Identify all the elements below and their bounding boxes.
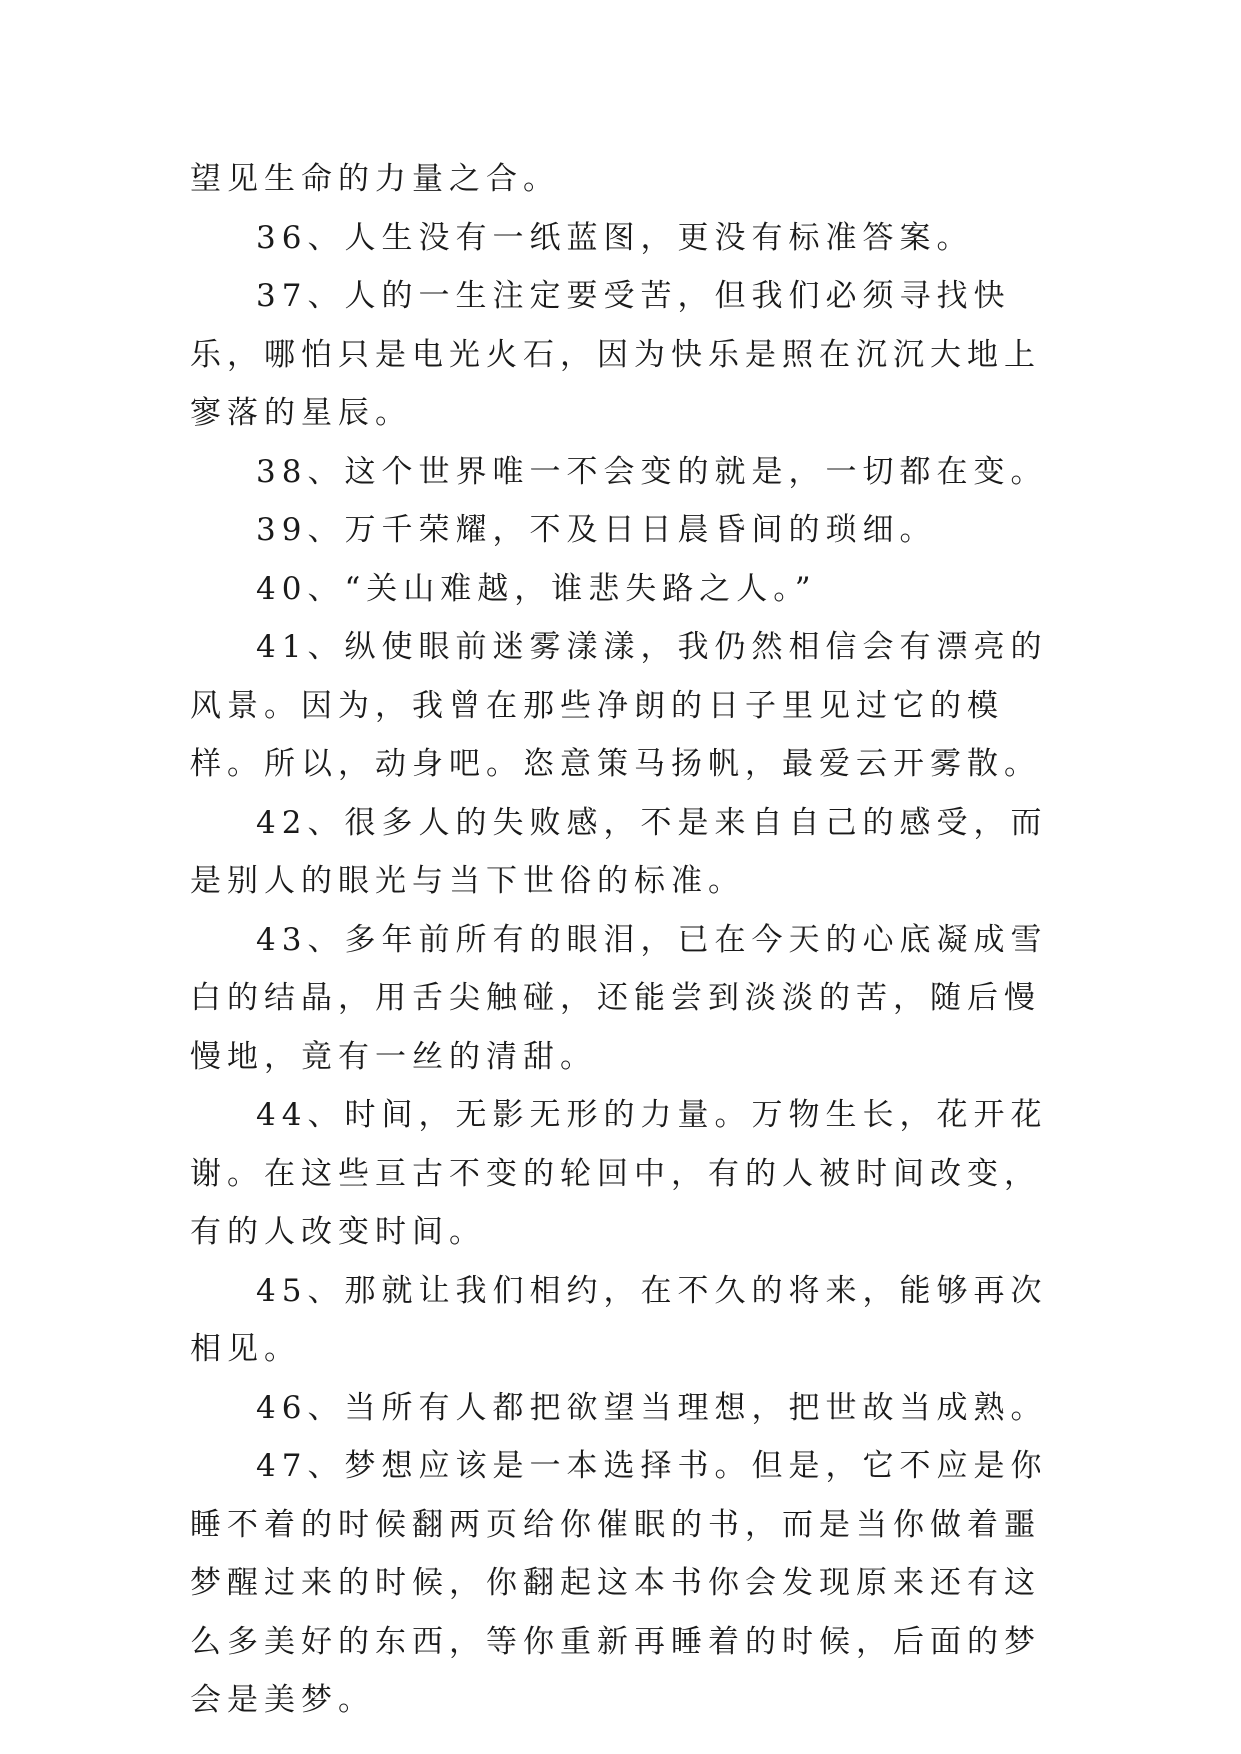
paragraph-38: 38、这个世界唯一不会变的就是，一切都在变。 [256,453,1048,490]
paragraph-46: 46、当所有人都把欲望当理想，把世故当成熟。 [256,1389,1048,1426]
document-body [190,150,1060,1730]
paragraph-47: 47、梦想应该是一本选择书。但是，它不应是你睡不着的时候翻两页给你催眠的书，而是当你做着噩梦醒过来的时候，你翻起这本书你会发现原来还有这么多美好的东西，等你重新再睡着的时候，后面的梦会是美梦。 [190,1448,1048,1718]
paragraph-44: 44、时间，无影无形的力量。万物生长，花开花谢。在这些亘古不变的轮回中，有的人被时间改变，有的人改变时间。 [190,1097,1048,1250]
paragraph-42: 42、很多人的失败感，不是来自自己的感受，而是别人的眼光与当下世俗的标准。 [190,804,1048,899]
paragraph-40: 40、“关山难越，谁悲失路之人。” [256,570,817,607]
paragraph-41: 41、纵使眼前迷雾漾漾，我仍然相信会有漂亮的风景。因为，我曾在那些净朗的日子里见过它的模样。所以，动身吧。恣意策马扬帆，最爱云开雾散。 [190,629,1048,782]
paragraph-37: 37、人的一生注定要受苦，但我们必须寻找快乐，哪怕只是电光火石，因为快乐是照在沉沉大地上寥落的星辰。 [190,278,1041,431]
paragraph-36: 36、人生没有一纸蓝图，更没有标准答案。 [256,219,974,256]
paragraph-continuation: 望见生命的力量之合。 [190,161,560,197]
paragraph-39: 39、万千荣耀，不及日日晨昏间的琐细。 [256,512,937,548]
paragraph-45: 45、那就让我们相约，在不久的将来，能够再次相见。 [190,1272,1048,1367]
paragraph-43: 43、多年前所有的眼泪，已在今天的心底凝成雪白的结晶，用舌尖触碰，还能尝到淡淡的苦，随后慢慢地，竟有一丝的清甜。 [190,921,1048,1075]
